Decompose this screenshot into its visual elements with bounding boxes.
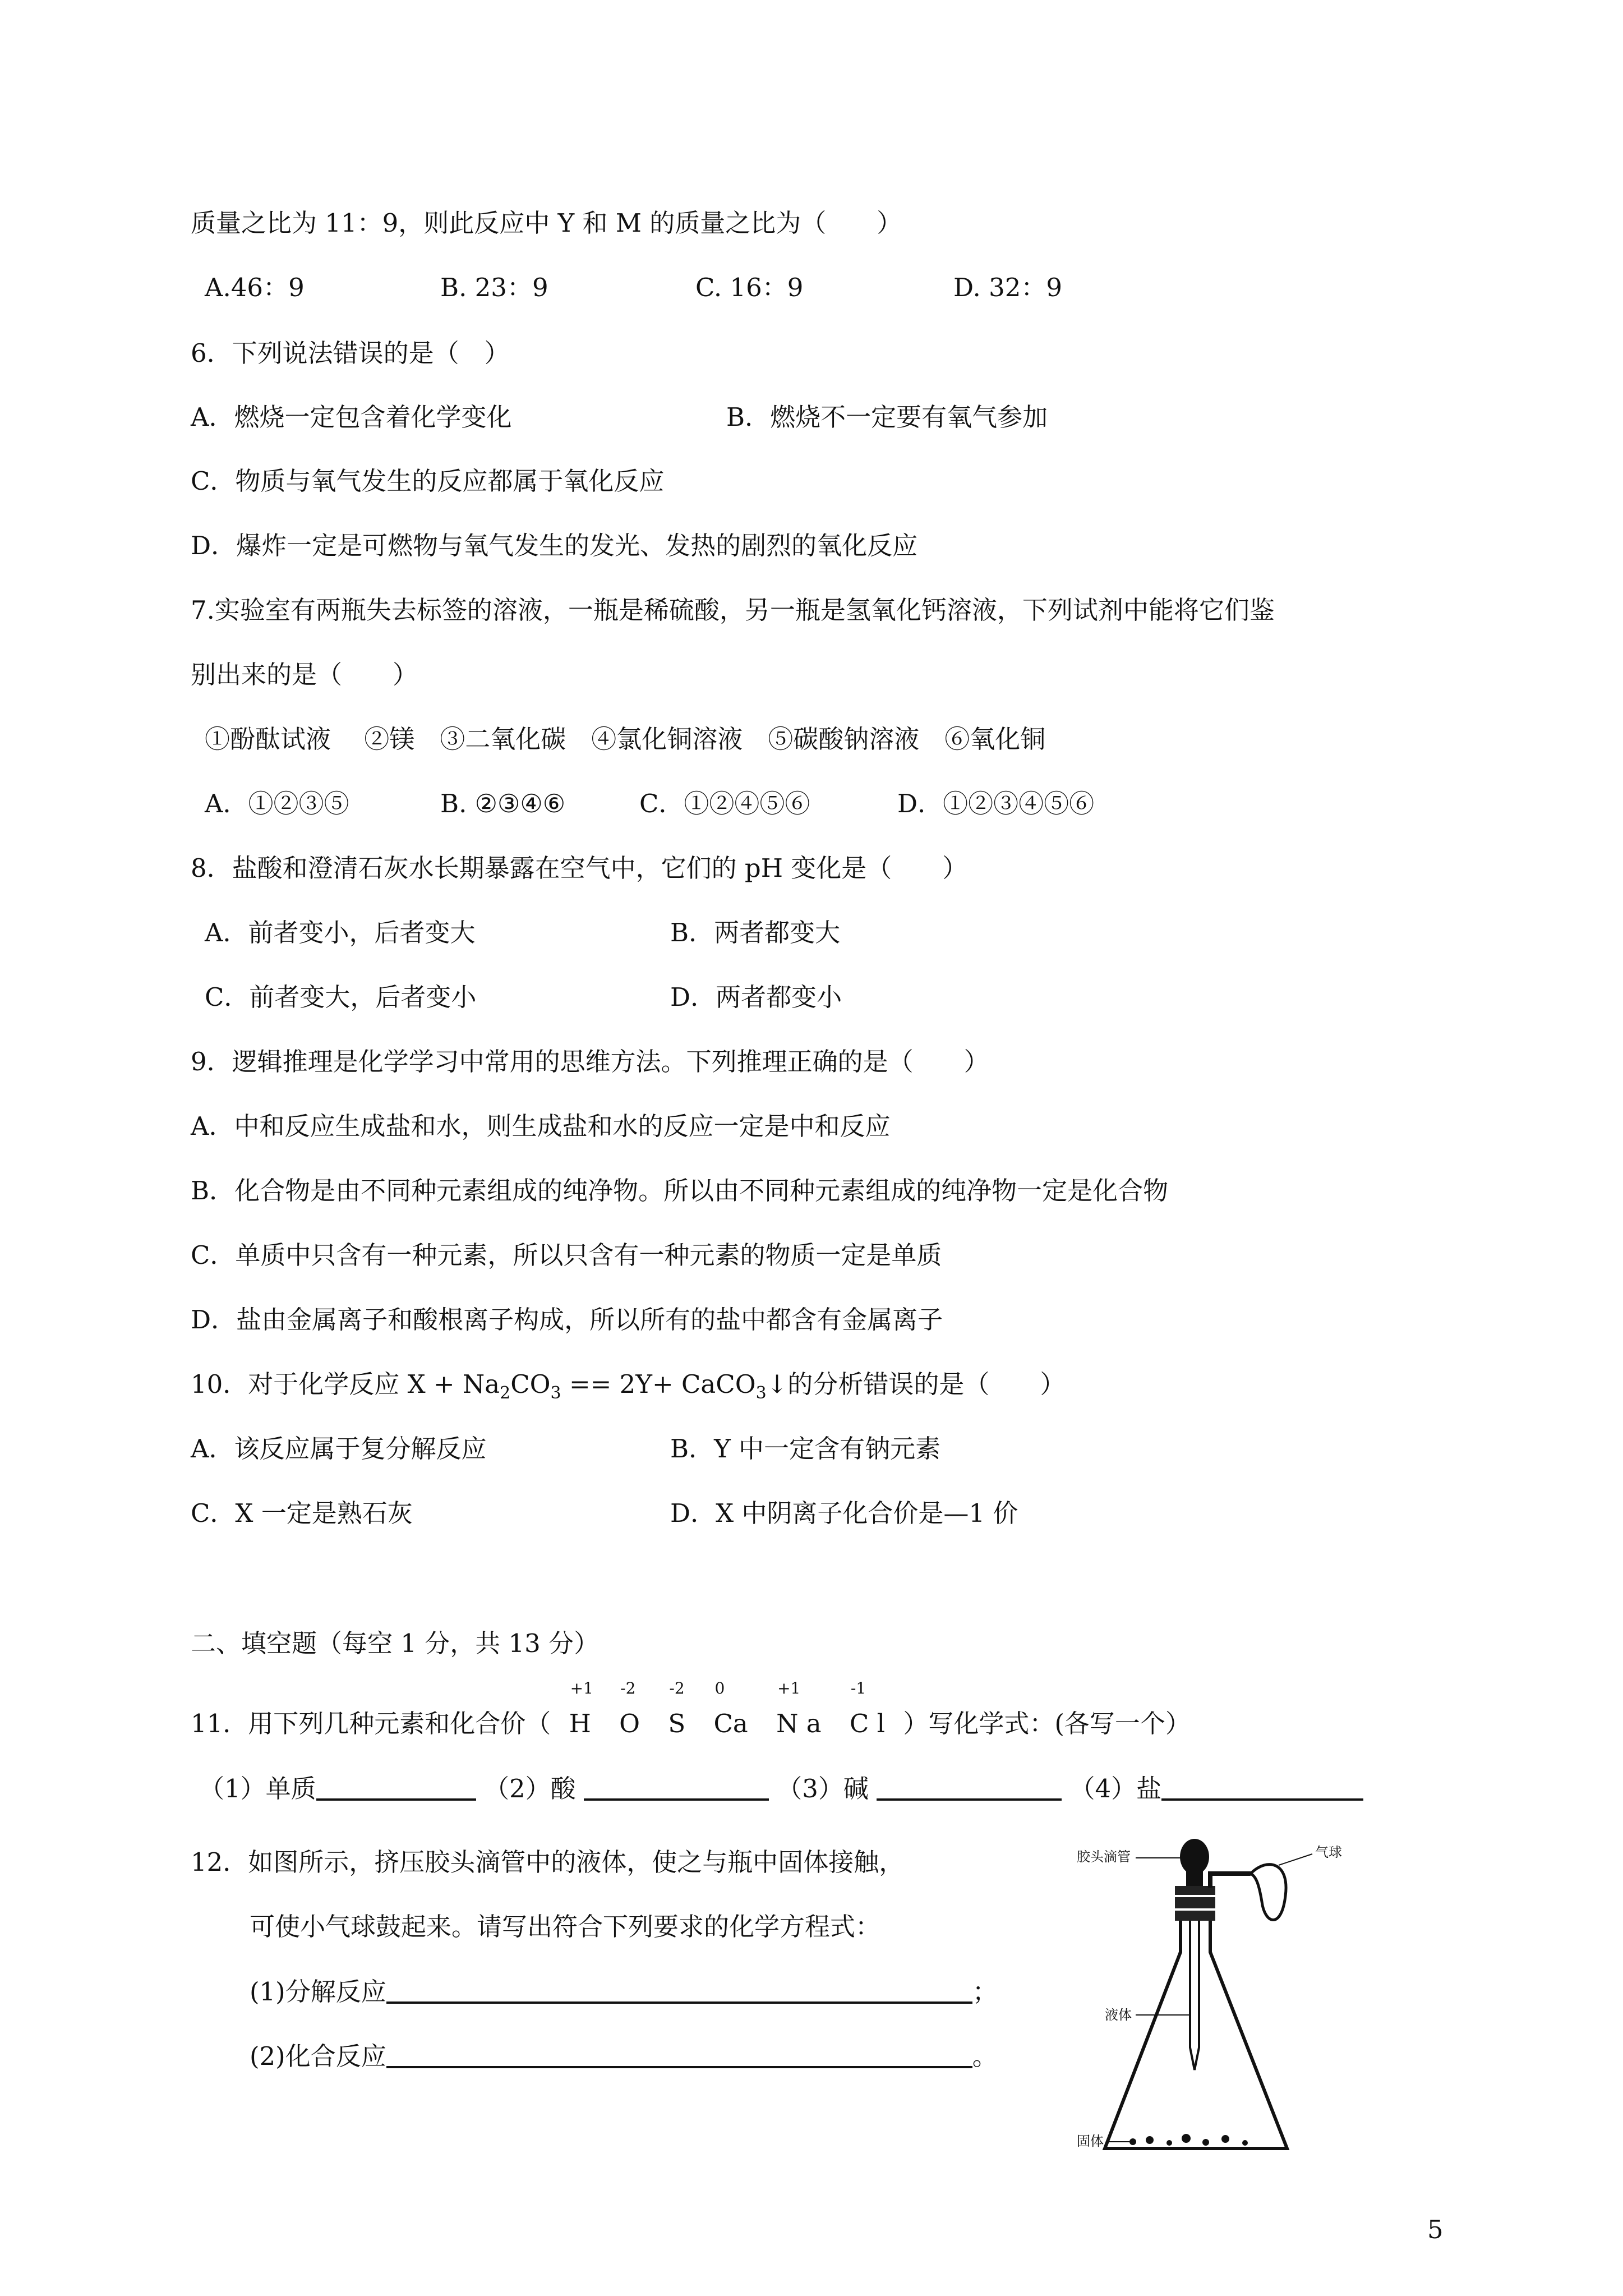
element-cl: [849, 1679, 886, 1741]
q7-option-d: D．①②③④⑤⑥: [897, 789, 1095, 818]
q10-option-d: D．X 中阴离子化合价是—1 价: [670, 1498, 1018, 1528]
dropper-bulb-icon: [1180, 1839, 1209, 1875]
q10-subscript-3: 3: [755, 1383, 767, 1403]
valence-h: +1: [570, 1679, 593, 1697]
balloon-icon: [1251, 1865, 1286, 1920]
symbol-ca: Ca: [713, 1709, 748, 1738]
q5-option-a: A.46：9: [205, 273, 305, 302]
q12-part-2-label: (2)化合反应: [250, 2041, 386, 2071]
element-h: [569, 1679, 593, 1741]
symbol-o: O: [619, 1709, 640, 1738]
element-o: [619, 1679, 640, 1741]
q6-option-d: D．爆炸一定是可燃物与氧气发生的发光、发热的剧烈的氧化反应: [191, 531, 918, 560]
q7-option-a: A．①②③⑤: [205, 789, 349, 818]
q11-text-1: 11．用下列几种元素和化合价（: [191, 1709, 551, 1738]
q8-option-c: C．前者变大，后者变小: [205, 982, 477, 1012]
q11-blank-label-3: （3）碱: [777, 1774, 869, 1803]
stopper: [1175, 1886, 1215, 1921]
q11-blank-label-4: （4）盐: [1069, 1774, 1162, 1803]
q11-blank-label-2: （2）酸: [483, 1774, 576, 1803]
page-number: 5: [1427, 2215, 1444, 2244]
valence-cl: -1: [850, 1679, 866, 1697]
valence-na: +1: [777, 1679, 801, 1697]
symbol-na: N a: [776, 1709, 822, 1738]
q10-text-2: CO: [510, 1369, 551, 1399]
q7-option-b: B. ②③④⑥: [440, 789, 566, 818]
q10-option-a: A．该反应属于复分解反应: [191, 1434, 487, 1464]
q5-option-d: D. 32：9: [953, 273, 1062, 302]
q5-option-b: B. 23：9: [440, 273, 548, 302]
section-2-heading: 二、填空题（每空 1 分，共 13 分）: [191, 1628, 600, 1658]
q10-text-4: ↓的分析错误的是（ ）: [766, 1369, 1066, 1399]
q9-option-a: A．中和反应生成盐和水，则生成盐和水的反应一定是中和反应: [191, 1111, 891, 1141]
q8-option-a: A．前者变小，后者变大: [205, 918, 476, 947]
q7-reagents: ①酚酞试液 ②镁 ③二氧化碳 ④氯化铜溶液 ⑤碳酸钠溶液 ⑥氧化铜: [205, 724, 1046, 754]
question-12-line-1: 12．如图所示，挤压胶头滴管中的液体，使之与瓶中固体接触，: [191, 1847, 905, 1877]
element-ca: [713, 1679, 748, 1741]
q10-text-3: == 2Y+ CaCO: [561, 1369, 756, 1399]
label-solid: 固体: [1077, 2133, 1104, 2149]
q12-part-1-end: ；: [972, 1977, 998, 2007]
dropper-tip: [1190, 1921, 1199, 2070]
question-7-line-1: 7.实验室有两瓶失去标签的溶液，一瓶是稀硫酸，另一瓶是氢氧化钙溶液，下列试剂中能将它们鉴: [191, 595, 1275, 625]
q11-blanks: [199, 1772, 1363, 1806]
question-10: [191, 1368, 1065, 1410]
q10-text-1: 10．对于化学反应 X + Na: [191, 1369, 500, 1399]
flask-apparatus-figure: [1066, 1834, 1380, 2171]
element-na: [776, 1679, 822, 1741]
q11-blank-label-1: （1）单质: [199, 1774, 316, 1803]
valence-s: -2: [669, 1679, 685, 1697]
symbol-h: H: [569, 1709, 591, 1738]
question-6: 6．下列说法错误的是（ ）: [191, 338, 510, 368]
symbol-cl: C l: [849, 1709, 886, 1738]
element-s: [668, 1679, 686, 1741]
q10-option-b: B．Y 中一定含有钠元素: [670, 1434, 941, 1464]
label-liquid: 液体: [1105, 2007, 1132, 2023]
valence-ca: 0: [714, 1679, 725, 1697]
q8-option-b: B．两者都变大: [670, 918, 841, 947]
solid-particles: [1129, 2134, 1248, 2146]
symbol-s: S: [668, 1709, 686, 1738]
question-8: 8．盐酸和澄清石灰水长期暴露在空气中，它们的 pH 变化是（ ）: [191, 853, 968, 883]
connector-tube: [1210, 1874, 1251, 1888]
valence-o: -2: [620, 1679, 636, 1697]
q12-part-2: [250, 2039, 998, 2073]
question-5-continuation: 质量之比为 11：9，则此反应中 Y 和 M 的质量之比为（ ）: [191, 208, 902, 238]
q12-answer-blank-2[interactable]: [386, 2039, 972, 2068]
q11-text-2: ）写化学式：(各写一个）: [903, 1709, 1191, 1738]
q9-option-b: B．化合物是由不同种元素组成的纯净物。所以由不同种元素组成的纯净物一定是化合物: [191, 1176, 1169, 1205]
q9-option-c: C．单质中只含有一种元素，所以只含有一种元素的物质一定是单质: [191, 1240, 942, 1270]
q12-part-1: [250, 1975, 998, 2009]
q10-subscript-2: 3: [550, 1383, 561, 1403]
label-dropper: 胶头滴管: [1077, 1849, 1131, 1865]
question-12-line-2: 可使小气球鼓起来。请写出符合下列要求的化学方程式：: [250, 1912, 881, 1941]
q11-answer-blank-1[interactable]: [316, 1772, 476, 1801]
question-11: [191, 1679, 1191, 1741]
q8-option-d: D．两者都变小: [670, 982, 842, 1012]
q6-option-b: B．燃烧不一定要有氧气参加: [726, 402, 1048, 432]
dropper-neck: [1186, 1871, 1203, 1887]
q6-option-c: C．物质与氧气发生的反应都属于氧化反应: [191, 466, 665, 496]
q11-answer-blank-3[interactable]: [877, 1772, 1062, 1801]
q12-answer-blank-1[interactable]: [386, 1975, 972, 2004]
q12-part-2-end: 。: [972, 2041, 998, 2071]
q10-option-c: C．X 一定是熟石灰: [191, 1498, 413, 1528]
q11-answer-blank-2[interactable]: [584, 1772, 769, 1801]
label-balloon: 气球: [1315, 1844, 1342, 1860]
q6-option-a: A．燃烧一定包含着化学变化: [191, 402, 512, 432]
question-7-line-2: 别出来的是（ ）: [191, 660, 418, 689]
question-9: 9．逻辑推理是化学学习中常用的思维方法。下列推理正确的是（ ）: [191, 1047, 989, 1076]
q5-option-c: C. 16：9: [695, 273, 804, 302]
q11-answer-blank-4[interactable]: [1161, 1772, 1363, 1801]
flask-icon: [1105, 1921, 1287, 2148]
q7-option-c: C．①②④⑤⑥: [639, 789, 810, 818]
q12-part-1-label: (1)分解反应: [250, 1977, 386, 2007]
q10-subscript-1: 2: [500, 1383, 511, 1403]
q9-option-d: D．盐由金属离子和酸根离子构成，所以所有的盐中都含有金属离子: [191, 1305, 943, 1335]
